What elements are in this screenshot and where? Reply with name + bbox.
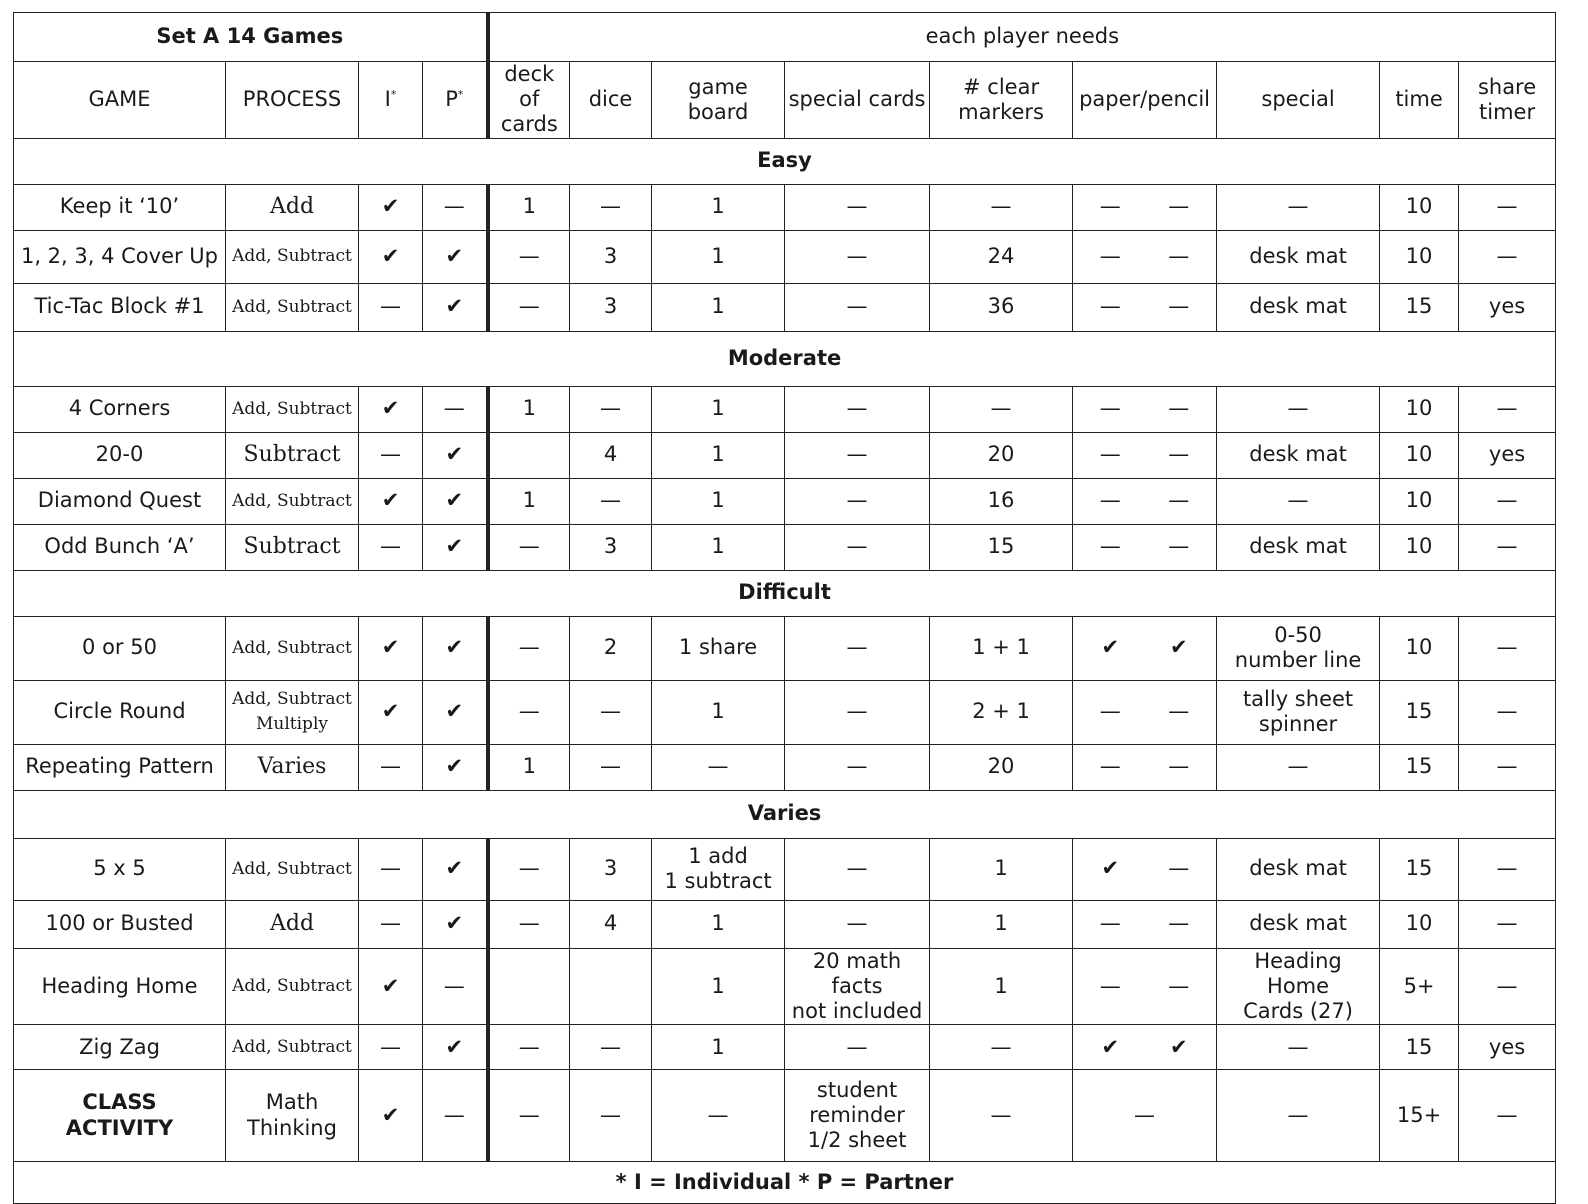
special: desk mat — [1217, 838, 1380, 900]
individual-mark: — — [359, 838, 423, 900]
dice-count: — — [570, 1070, 652, 1162]
process: Add — [226, 184, 359, 230]
share-timer: — — [1459, 680, 1556, 744]
table-row — [14, 432, 1556, 478]
col-individual: I* — [359, 62, 423, 139]
board-count: 1 — [652, 478, 785, 524]
board-count: 1 — [652, 230, 785, 283]
paper-pencil: — — — [1073, 680, 1217, 744]
individual-mark: ✔ — [359, 948, 423, 1025]
partner-mark: — — [423, 386, 488, 432]
special-cards: — — [785, 524, 930, 570]
dice-count: — — [570, 744, 652, 790]
paper-pencil: — — — [1073, 184, 1217, 230]
deck-count — [488, 948, 570, 1025]
time: 15 — [1380, 1025, 1459, 1070]
section-varies: Varies — [14, 790, 1556, 838]
partner-mark: ✔ — [423, 744, 488, 790]
special-cards: — — [785, 744, 930, 790]
special-cards: — — [785, 680, 930, 744]
partner-mark: ✔ — [423, 616, 488, 680]
partner-mark: ✔ — [423, 680, 488, 744]
game-name: Repeating Pattern — [14, 744, 226, 790]
partner-mark: ✔ — [423, 900, 488, 948]
time: 10 — [1380, 386, 1459, 432]
special-cards: 20 math facts not included — [785, 948, 930, 1025]
special: desk mat — [1217, 432, 1380, 478]
share-timer: yes — [1459, 1025, 1556, 1070]
header-row — [14, 62, 1556, 139]
dice-count: 2 — [570, 616, 652, 680]
share-timer: — — [1459, 386, 1556, 432]
table-row — [14, 478, 1556, 524]
special-cards: — — [785, 386, 930, 432]
game-name: Odd Bunch ‘A’ — [14, 524, 226, 570]
dice-count: 3 — [570, 524, 652, 570]
game-name: Keep it ‘10’ — [14, 184, 226, 230]
partner-mark: — — [423, 184, 488, 230]
markers-count: — — [930, 184, 1073, 230]
partner-mark: ✔ — [423, 838, 488, 900]
share-timer: — — [1459, 900, 1556, 948]
col-partner: P* — [423, 62, 488, 139]
board-count: 1 — [652, 386, 785, 432]
table-row — [14, 680, 1556, 744]
deck-count: — — [488, 900, 570, 948]
game-name: 100 or Busted — [14, 900, 226, 948]
share-timer: — — [1459, 524, 1556, 570]
dice-count: 4 — [570, 900, 652, 948]
markers-count: 1 — [930, 838, 1073, 900]
col-share-timer: share timer — [1459, 62, 1556, 139]
special: desk mat — [1217, 283, 1380, 331]
board-count: 1 — [652, 1025, 785, 1070]
individual-mark: — — [359, 524, 423, 570]
table-row — [14, 900, 1556, 948]
special: desk mat — [1217, 230, 1380, 283]
dice-count: 3 — [570, 838, 652, 900]
board-count: 1 — [652, 184, 785, 230]
deck-count: — — [488, 1025, 570, 1070]
process: Subtract — [226, 524, 359, 570]
dice-count: — — [570, 386, 652, 432]
dice-count — [570, 948, 652, 1025]
special: tally sheet spinner — [1217, 680, 1380, 744]
deck-count — [488, 432, 570, 478]
deck-count: — — [488, 283, 570, 331]
board-count: 1 — [652, 524, 785, 570]
special-cards: student reminder 1/2 sheet — [785, 1070, 930, 1162]
paper-pencil: ✔ ✔ — [1073, 616, 1217, 680]
board-count: — — [652, 744, 785, 790]
col-board: game board — [652, 62, 785, 139]
dice-count: 4 — [570, 432, 652, 478]
process: Add, Subtract — [226, 1025, 359, 1070]
time: 15 — [1380, 283, 1459, 331]
special: — — [1217, 478, 1380, 524]
board-count: 1 — [652, 432, 785, 478]
deck-count: — — [488, 616, 570, 680]
deck-count: — — [488, 680, 570, 744]
process: Add, Subtract — [226, 948, 359, 1025]
partner-mark: ✔ — [423, 1025, 488, 1070]
time: 10 — [1380, 900, 1459, 948]
game-name: Circle Round — [14, 680, 226, 744]
board-count: 1 — [652, 948, 785, 1025]
partner-mark: — — [423, 1070, 488, 1162]
process: Add, Subtract — [226, 478, 359, 524]
special-cards: — — [785, 616, 930, 680]
game-name: 5 x 5 — [14, 838, 226, 900]
legend-footer: * I = Individual * P = Partner — [14, 1162, 1556, 1204]
special-cards: — — [785, 432, 930, 478]
time: 10 — [1380, 524, 1459, 570]
individual-mark: — — [359, 744, 423, 790]
partner-mark: — — [423, 948, 488, 1025]
col-process: PROCESS — [226, 62, 359, 139]
game-name: 1, 2, 3, 4 Cover Up — [14, 230, 226, 283]
paper-pencil: — — — [1073, 524, 1217, 570]
game-name: Diamond Quest — [14, 478, 226, 524]
share-timer: yes — [1459, 283, 1556, 331]
game-name: 4 Corners — [14, 386, 226, 432]
time: 5+ — [1380, 948, 1459, 1025]
special-cards: — — [785, 900, 930, 948]
special: — — [1217, 1070, 1380, 1162]
board-count: 1 share — [652, 616, 785, 680]
process: Add, Subtract — [226, 230, 359, 283]
time: 10 — [1380, 432, 1459, 478]
section-easy: Easy — [14, 138, 1556, 184]
paper-pencil: — — — [1073, 948, 1217, 1025]
table-row — [14, 1025, 1556, 1070]
special: — — [1217, 744, 1380, 790]
markers-count: 20 — [930, 744, 1073, 790]
special: Heading Home Cards (27) — [1217, 948, 1380, 1025]
share-timer: yes — [1459, 432, 1556, 478]
table-row — [14, 283, 1556, 331]
special: — — [1217, 1025, 1380, 1070]
time: 15+ — [1380, 1070, 1459, 1162]
special-cards: — — [785, 283, 930, 331]
time: 15 — [1380, 744, 1459, 790]
process: Subtract — [226, 432, 359, 478]
markers-count: 1 — [930, 948, 1073, 1025]
process: Add, Subtract Multiply — [226, 680, 359, 744]
special: — — [1217, 184, 1380, 230]
col-paper: paper/pencil — [1073, 62, 1217, 139]
game-name: Heading Home — [14, 948, 226, 1025]
col-dice: dice — [570, 62, 652, 139]
col-special-cards: special cards — [785, 62, 930, 139]
col-special: special — [1217, 62, 1380, 139]
game-name: Zig Zag — [14, 1025, 226, 1070]
dice-count: 3 — [570, 283, 652, 331]
special-cards: — — [785, 184, 930, 230]
paper-pencil: ✔ ✔ — [1073, 1025, 1217, 1070]
deck-count: 1 — [488, 478, 570, 524]
deck-count: — — [488, 524, 570, 570]
markers-count: 20 — [930, 432, 1073, 478]
process: Add, Subtract — [226, 283, 359, 331]
share-timer: — — [1459, 184, 1556, 230]
each-player-needs-header: each player needs — [488, 13, 1556, 62]
markers-count: 24 — [930, 230, 1073, 283]
table-row — [14, 230, 1556, 283]
special: desk mat — [1217, 524, 1380, 570]
time: 10 — [1380, 616, 1459, 680]
deck-count: — — [488, 838, 570, 900]
process: Math Thinking — [226, 1070, 359, 1162]
time: 10 — [1380, 478, 1459, 524]
share-timer: — — [1459, 478, 1556, 524]
deck-count: 1 — [488, 184, 570, 230]
share-timer: — — [1459, 1070, 1556, 1162]
dice-count: — — [570, 680, 652, 744]
share-timer: — — [1459, 230, 1556, 283]
table-row — [14, 184, 1556, 230]
dice-count: — — [570, 478, 652, 524]
individual-mark: — — [359, 432, 423, 478]
individual-mark: ✔ — [359, 230, 423, 283]
dice-count: 3 — [570, 230, 652, 283]
time: 10 — [1380, 230, 1459, 283]
dice-count: — — [570, 184, 652, 230]
process: Varies — [226, 744, 359, 790]
partner-mark: ✔ — [423, 230, 488, 283]
process: Add — [226, 900, 359, 948]
paper-pencil: ✔ — — [1073, 838, 1217, 900]
special: 0-50 number line — [1217, 616, 1380, 680]
col-markers: # clear markers — [930, 62, 1073, 139]
col-time: time — [1380, 62, 1459, 139]
paper-pencil: — — — [1073, 432, 1217, 478]
board-count: 1 — [652, 900, 785, 948]
deck-count: — — [488, 1070, 570, 1162]
markers-count: 16 — [930, 478, 1073, 524]
special-cards: — — [785, 838, 930, 900]
paper-pencil: — — [1073, 1070, 1217, 1162]
share-timer: — — [1459, 744, 1556, 790]
individual-mark: ✔ — [359, 478, 423, 524]
markers-count: — — [930, 386, 1073, 432]
section-moderate: Moderate — [14, 331, 1556, 386]
paper-pencil: — — — [1073, 283, 1217, 331]
partner-mark: ✔ — [423, 432, 488, 478]
individual-mark: ✔ — [359, 1070, 423, 1162]
game-name: 20-0 — [14, 432, 226, 478]
board-count: 1 — [652, 283, 785, 331]
title-row — [14, 13, 1556, 62]
deck-count: — — [488, 230, 570, 283]
share-timer: — — [1459, 838, 1556, 900]
table-title: Set A 14 Games — [14, 13, 488, 62]
col-deck: deck of cards — [488, 62, 570, 139]
markers-count: — — [930, 1025, 1073, 1070]
paper-pencil: — — — [1073, 744, 1217, 790]
process: Add, Subtract — [226, 616, 359, 680]
table-row — [14, 524, 1556, 570]
dice-count: — — [570, 1025, 652, 1070]
deck-count: 1 — [488, 386, 570, 432]
special-cards: — — [785, 478, 930, 524]
table-row — [14, 616, 1556, 680]
game-name: Tic-Tac Block #1 — [14, 283, 226, 331]
markers-count: 15 — [930, 524, 1073, 570]
paper-pencil: — — — [1073, 386, 1217, 432]
markers-count: 1 — [930, 900, 1073, 948]
game-name: 0 or 50 — [14, 616, 226, 680]
share-timer: — — [1459, 616, 1556, 680]
markers-count: 2 + 1 — [930, 680, 1073, 744]
board-count: — — [652, 1070, 785, 1162]
table-row — [14, 386, 1556, 432]
col-game: GAME — [14, 62, 226, 139]
paper-pencil: — — — [1073, 900, 1217, 948]
markers-count: 1 + 1 — [930, 616, 1073, 680]
individual-mark: ✔ — [359, 184, 423, 230]
table-row — [14, 744, 1556, 790]
share-timer: — — [1459, 948, 1556, 1025]
time: 10 — [1380, 184, 1459, 230]
board-count: 1 — [652, 680, 785, 744]
time: 15 — [1380, 838, 1459, 900]
special: desk mat — [1217, 900, 1380, 948]
markers-count: 36 — [930, 283, 1073, 331]
section-difficult: Difficult — [14, 570, 1556, 616]
special-cards: — — [785, 230, 930, 283]
individual-mark: — — [359, 283, 423, 331]
paper-pencil: — — — [1073, 230, 1217, 283]
individual-mark: ✔ — [359, 616, 423, 680]
time: 15 — [1380, 680, 1459, 744]
table-row — [14, 948, 1556, 1025]
class-activity-label: CLASS ACTIVITY — [14, 1070, 226, 1162]
special-cards: — — [785, 1025, 930, 1070]
process: Add, Subtract — [226, 838, 359, 900]
partner-mark: ✔ — [423, 524, 488, 570]
individual-mark: ✔ — [359, 680, 423, 744]
process: Add, Subtract — [226, 386, 359, 432]
class-activity-row — [14, 1070, 1556, 1162]
partner-mark: ✔ — [423, 283, 488, 331]
special: — — [1217, 386, 1380, 432]
partner-mark: ✔ — [423, 478, 488, 524]
deck-count: 1 — [488, 744, 570, 790]
games-table — [13, 12, 1556, 1204]
board-count: 1 add 1 subtract — [652, 838, 785, 900]
individual-mark: — — [359, 900, 423, 948]
individual-mark: — — [359, 1025, 423, 1070]
individual-mark: ✔ — [359, 386, 423, 432]
paper-pencil: — — — [1073, 478, 1217, 524]
markers-count: — — [930, 1070, 1073, 1162]
table-row — [14, 838, 1556, 900]
